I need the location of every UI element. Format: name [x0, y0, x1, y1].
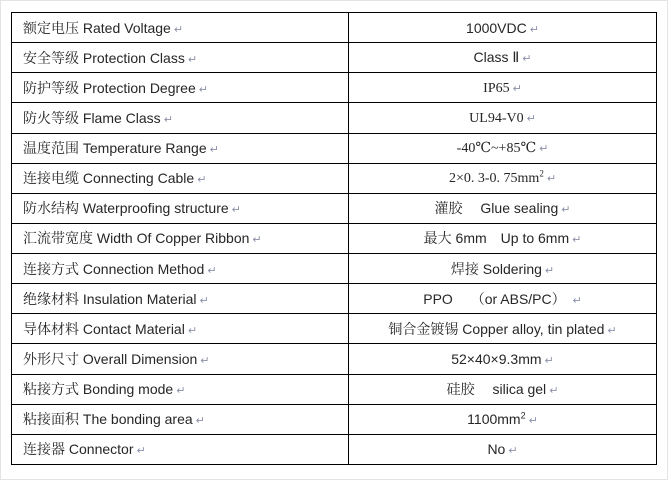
spec-value: 灌胶 Glue sealing [434, 200, 559, 217]
spec-label: 绝缘材料 Insulation Material [23, 290, 197, 307]
spec-value-cell [349, 344, 657, 374]
spec-value-cell [349, 103, 657, 133]
paragraph-return-mark: ↵ [207, 264, 217, 277]
table-row [12, 344, 657, 374]
paragraph-return-mark: ↵ [529, 23, 539, 36]
spec-label-cell [12, 344, 349, 374]
spec-label-cell [12, 284, 349, 314]
paragraph-return-mark: ↵ [199, 294, 209, 307]
paragraph-return-mark: ↵ [252, 234, 262, 247]
spec-value-cell [349, 434, 657, 464]
paragraph-return-mark: ↵ [136, 445, 146, 458]
spec-label-cell [12, 193, 349, 223]
spec-value-cell [349, 404, 657, 434]
paragraph-return-mark: ↵ [539, 143, 549, 156]
table-row [12, 314, 657, 344]
table-row [12, 404, 657, 434]
paragraph-return-mark: ↵ [176, 385, 186, 398]
spec-value-cell [349, 133, 657, 163]
spec-label-cell [12, 434, 349, 464]
paragraph-return-mark: ↵ [198, 83, 208, 96]
paragraph-return-mark: ↵ [561, 204, 571, 217]
paragraph-return-mark: ↵ [572, 234, 582, 247]
spec-label: 粘接方式 Bonding mode [23, 381, 174, 398]
paragraph-return-mark: ↵ [607, 324, 617, 337]
spec-value: 2×0. 3-0. 75mm [448, 171, 540, 187]
spec-value: 1100mm [467, 411, 521, 428]
spec-label-cell [12, 13, 349, 43]
table-row [12, 43, 657, 73]
spec-label: 温度范围 Temperature Range [23, 140, 207, 157]
spec-value: 52×40×9.3mm [451, 350, 542, 367]
spec-label: 防护等级 Protection Degree [23, 79, 196, 96]
spec-label-cell [12, 404, 349, 434]
spec-label: 粘接面积 The bonding area [23, 411, 193, 428]
spec-value-cell [349, 223, 657, 253]
paragraph-return-mark: ↵ [528, 415, 538, 428]
spec-value: PPO （or ABS/PC） [423, 290, 570, 307]
paragraph-return-mark: ↵ [549, 385, 559, 398]
spec-label-cell [12, 103, 349, 133]
spec-value: IP65 [483, 80, 510, 96]
spec-value: Class Ⅱ [473, 49, 520, 66]
spec-value: UL94-V0 [469, 110, 524, 126]
spec-value-cell [349, 374, 657, 404]
spec-value: 1000VDC [466, 19, 527, 36]
spec-label: 汇流带宽度 Width Of Copper Ribbon [23, 230, 250, 247]
spec-label: 外形尺寸 Overall Dimension [23, 350, 198, 367]
spec-label-cell [12, 73, 349, 103]
spec-label: 连接方式 Connection Method [23, 260, 205, 277]
spec-value: No [487, 441, 506, 458]
spec-label: 连接电缆 Connecting Cable [23, 170, 195, 187]
spec-label: 防火等级 Flame Class [23, 109, 161, 126]
spec-value-superscript: 2 [520, 410, 526, 421]
paragraph-return-mark: ↵ [544, 354, 554, 367]
table-row [12, 103, 657, 133]
paragraph-return-mark: ↵ [195, 415, 205, 428]
paragraph-return-mark: ↵ [187, 324, 198, 337]
spec-label-cell [12, 163, 349, 193]
paragraph-return-mark: ↵ [209, 144, 219, 157]
table-row [12, 163, 657, 193]
paragraph-return-mark: ↵ [546, 173, 557, 186]
table-row [12, 284, 657, 314]
spec-label-cell [12, 314, 349, 344]
paragraph-return-mark: ↵ [526, 112, 536, 125]
spec-value-cell [349, 43, 657, 73]
paragraph-return-mark: ↵ [187, 53, 198, 66]
table-row [12, 13, 657, 43]
spec-label-cell [12, 223, 349, 253]
spec-label: 连接器 Connector [23, 441, 134, 458]
paragraph-return-mark: ↵ [544, 264, 555, 277]
spec-value-cell [349, 13, 657, 43]
paragraph-return-mark: ↵ [512, 82, 522, 95]
spec-value-cell [349, 163, 657, 193]
spec-table-body [12, 13, 657, 465]
spec-value-cell [349, 254, 657, 284]
spec-label-cell [12, 43, 349, 73]
spec-label-cell [12, 133, 349, 163]
spec-value: -40℃~+85℃ [456, 141, 537, 157]
spec-value-cell [349, 73, 657, 103]
spec-value: 铜合金镀锡 Copper alloy, tin plated [388, 320, 605, 337]
spec-label: 导体材料 Contact Material [23, 320, 185, 337]
paragraph-return-mark: ↵ [163, 113, 173, 126]
spec-value-cell [349, 314, 657, 344]
table-row [12, 133, 657, 163]
table-row [12, 434, 657, 464]
table-row [12, 374, 657, 404]
spec-value: 焊接 Soldering [450, 260, 542, 277]
spec-value-cell [349, 284, 657, 314]
paragraph-return-mark: ↵ [508, 445, 518, 458]
spec-value: 最大 6mm Up to 6mm [423, 230, 570, 247]
spec-table [11, 12, 657, 465]
table-row [12, 254, 657, 284]
paragraph-return-mark: ↵ [522, 53, 532, 66]
table-row [12, 223, 657, 253]
spec-label-cell [12, 374, 349, 404]
spec-label: 安全等级 Protection Class [23, 49, 185, 66]
paragraph-return-mark: ↵ [197, 174, 207, 187]
spec-value: 硅胶 silica gel [446, 381, 547, 398]
paragraph-return-mark: ↵ [173, 23, 184, 36]
paragraph-return-mark: ↵ [572, 294, 582, 307]
spec-label: 防水结构 Waterproofing structure [23, 200, 229, 217]
spec-value-superscript: 2 [539, 168, 544, 179]
table-row [12, 193, 657, 223]
paragraph-return-mark: ↵ [231, 204, 241, 217]
paragraph-return-mark: ↵ [200, 354, 210, 367]
table-row [12, 73, 657, 103]
spec-value-cell [349, 193, 657, 223]
spec-label-cell [12, 254, 349, 284]
spec-label: 额定电压 Rated Voltage [23, 19, 171, 36]
